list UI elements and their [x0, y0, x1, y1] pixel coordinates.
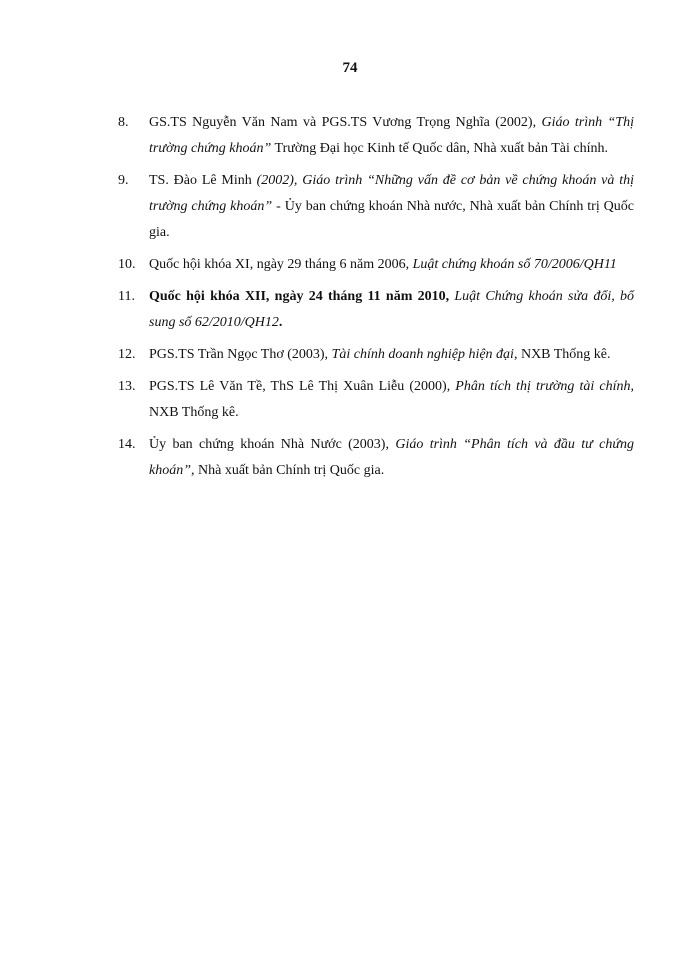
reference-item	[118, 168, 634, 246]
reference-list	[118, 110, 634, 490]
reference-part: NXB Thống kê.	[149, 405, 239, 420]
reference-item	[118, 284, 634, 336]
reference-item	[118, 374, 634, 426]
reference-part: Phân tích thị trường tài chính,	[455, 379, 634, 394]
reference-text	[149, 347, 611, 362]
reference-part: PGS.TS Lê Văn Tề, ThS Lê Thị Xuân Liễu (2000),	[149, 379, 456, 394]
reference-number: 9.	[118, 173, 129, 188]
reference-item	[118, 252, 634, 278]
reference-text	[149, 289, 634, 330]
reference-part: Luật Chứng khoán sửa đổi, bổ sung số 62/2010/QH12	[149, 289, 634, 330]
reference-part: Ủy ban chứng khoán Nhà Nước (2003),	[149, 437, 396, 452]
reference-part: Giáo trình “Thị trường chứng khoán”	[149, 115, 634, 156]
reference-text	[149, 257, 617, 272]
reference-part: Giáo trình “Phân tích và đầu tư chứng khoán”	[149, 437, 634, 478]
page-number: 74	[342, 60, 358, 76]
reference-part: Quốc hội khóa XII, ngày 24 tháng 11 năm 2010,	[149, 289, 455, 304]
reference-text	[149, 173, 634, 240]
reference-item	[118, 342, 634, 368]
reference-item	[118, 432, 634, 484]
reference-part: Luật chứng khoán số 70/2006/QH11	[412, 257, 617, 272]
reference-number: 10.	[118, 257, 136, 272]
reference-text	[149, 379, 634, 420]
reference-number: 14.	[118, 437, 136, 452]
reference-number: 12.	[118, 347, 136, 362]
reference-number: 11.	[118, 289, 135, 304]
reference-part: .	[278, 315, 283, 330]
reference-item	[118, 110, 634, 162]
reference-part: TS. Đào Lê Minh	[149, 173, 257, 188]
reference-part: GS.TS Nguyễn Văn Nam và PGS.TS Vương Trọng Nghĩa (2002),	[149, 115, 542, 130]
reference-part: Trường Đại học Kinh tế Quốc dân, Nhà xuất bản Tài chính.	[271, 141, 608, 156]
reference-part: , NXB Thống kê.	[513, 347, 611, 362]
reference-part: Tài chính doanh nghiệp hiện đại	[331, 347, 514, 362]
reference-text	[149, 115, 634, 156]
reference-number: 8.	[118, 115, 129, 130]
reference-part: PGS.TS Trần Ngọc Thơ (2003),	[149, 347, 332, 362]
reference-part: Quốc hội khóa XI, ngày 29 tháng 6 năm 2006,	[149, 257, 413, 272]
reference-number: 13.	[118, 379, 136, 394]
reference-part: (2002), Giáo trình “Những vấn đề cơ bản về chứng khoán và thị trường chứng khoán”	[149, 173, 634, 214]
reference-part: , Nhà xuất bản Chính trị Quốc gia.	[191, 463, 385, 478]
reference-text	[149, 437, 634, 478]
reference-part: - Ủy ban chứng khoán Nhà nước, Nhà xuất bản Chính trị Quốc gia.	[149, 199, 634, 240]
